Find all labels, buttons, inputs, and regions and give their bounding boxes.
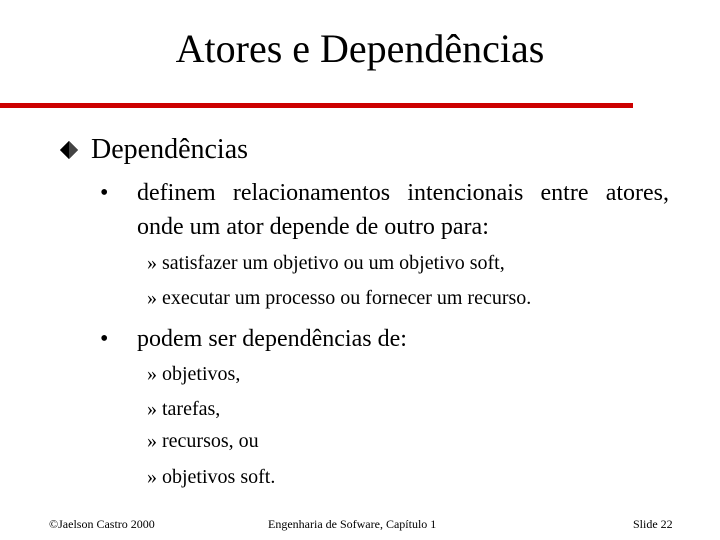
subitem-2-3 [147,427,259,455]
subitem-marker: » [147,466,157,488]
subitem-marker: » [147,398,157,420]
footer-left: ©Jaelson Castro 2000 [49,517,155,531]
subitem-1-1 [147,249,505,277]
subitem-2-2 [147,395,220,423]
point-1-text: definem relacionamentos intencionais entre atores, onde um ator depende de outro para: [137,180,669,240]
subitem-marker: » [147,252,157,274]
subitem-2-4 [147,463,275,491]
subitem-text: satisfazer um objetivo ou um objetivo soft, [157,252,505,274]
footer-right: Slide 22 [633,517,673,531]
point-2-text: podem ser dependências de: [137,326,407,352]
title-underline [0,103,633,108]
subitem-text: executar um processo ou fornecer um recurso. [157,287,532,309]
subitem-text: tarefas, [157,398,221,420]
point-1-marker: • [100,180,109,206]
subitem-text: objetivos, [157,363,241,385]
diamond-bullet-icon [58,139,80,161]
subitem-1-2 [147,284,531,312]
point-2-marker: • [100,326,109,352]
subitem-marker: » [147,430,157,452]
subitem-marker: » [147,287,157,309]
level1-text: Dependências [91,134,249,165]
subitem-text: objetivos soft. [157,466,276,488]
footer-center: Engenharia de Sofware, Capítulo 1 [268,517,437,531]
subitem-text: recursos, ou [157,430,259,452]
slide-title: Atores e Dependências [175,26,545,71]
subitem-marker: » [147,363,157,385]
subitem-2-1 [147,360,240,388]
